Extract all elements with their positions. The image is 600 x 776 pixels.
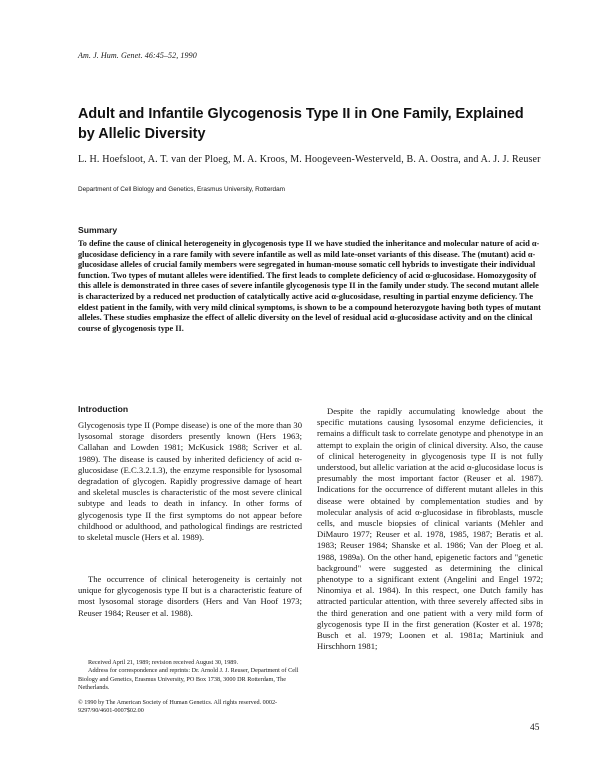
footnote-received: Received April 21, 1989; revision received August 30, 1989. <box>88 659 239 666</box>
article-title: Adult and Infantile Glycogenosis Type II in One Family, Explained by Allelic Diversity <box>78 106 524 142</box>
introduction-heading: Introduction <box>78 404 129 414</box>
intro-paragraph-1: Glycogenosis type II (Pompe disease) is one of the more than 30 lysosomal storage disorders presently known (Hers 1963; Callahan and Lowden 1981; McKusick 1988; Scriver et al. 1989). The disease is caused by inherited deficiency of acid α-glucosidase (E.C.3.2.1.3), the enzyme responsible for lysosomal degradation of glycogen. Rapidly progressive damage of heart and skeletal muscles is characteristic of the most severe clinical subtype and leads to death in infancy. In other forms of glycogenosis type II the first symptoms do not appear before childhood or adulthood, and pathological findings are restricted to skeletal muscle (Hers et al. 1989). <box>78 420 302 543</box>
page-number: 45 <box>530 723 540 733</box>
summary-heading: Summary <box>78 225 118 235</box>
footnote <box>78 659 306 722</box>
summary-text: To define the cause of clinical heterogeneity in glycogenosis type II we have studied the inheritance and molecular nature of acid α-glucosidase deficiency in a rare family with severe infantile as well as mild late-onset variants of this disease. The (mutant) acid α-glucosidase alleles of crucial family members were segregated in human-mouse somatic cell hybrids to investigate their individual function. Two types of mutant alleles were identified. The first leads to complete deficiency of acid α-glucosidase. Homozygosity of this allele is demonstrated in three cases of severe infantile glycogenosis type II in the family under study. The second mutant allele is characterized by a reduced net production of catalytically active acid α-glucosidase, resulting in partial enzyme deficiency. The eldest patient in the family, with very mild clinical symptoms, is shown to be a compound heterozygote having both types of mutant alleles. These studies emphasize the effect of allelic diversity on the level of residual acid α-glucosidase activity and on the clinical course of glycogenosis type II. <box>78 239 541 333</box>
footnote-address: Address for correspondence and reprints: Dr. Arnold J. J. Reuser, Department of Cell Biology and Genetics, Erasmus University, PO Box 1738, 3000 DR Rotterdam, The Netherlands. <box>78 667 299 692</box>
affiliation: Department of Cell Biology and Genetics, Erasmus University, Rotterdam <box>78 186 285 193</box>
intro-paragraph-2: The occurrence of clinical heterogeneity is certainly not unique for glycogenosis type II but is a characteristic feature of most lysosomal storage disorders (Hers and Van Hoof 1973; Reuser 1984; Reuser et al. 1988). <box>78 574 302 618</box>
intro-column-2: Despite the rapidly accumulating knowledge about the specific mutations causing lysosomal enzyme deficiencies, it remains a difficult task to correlate genotype and phenotype in an attempt to explain the origin of clinical diversity. Also, the cause of clinical heterogeneity in glycogenosis type II is not fully understood, but allelic variation at the acid α-glucosidase locus is presumably the most important factor (Reuser et al. 1987). Indications for the occurrence of different mutant alleles in this disease were obtained by complementation studies and by molecular analysis of acid α-glucosidase in fibroblasts, muscle cells, and muscle biopsies of clinical variants (Mehler and DiMauro 1977; Reuser et al. 1978, 1985, 1987; Beratis et al. 1983; Reuser 1984; Shanske et al. 1986; Van der Ploeg et al. 1988, 1989a). On the other hand, epigenetic factors and "genetic background" were suggested as determining the clinical phenotype to a significant extent (Angelini and Engel 1972; Ninomiya et al. 1984). In this respect, one Dutch family has attracted particular attention, with three severely affected sibs in the third generation and one patient with a very mild form of glycogenosis type II in the first generation (Koster et al. 1978; Busch et al. 1979; Loonen et al. 1981a; Martiniuk and Hirschhorn 1981; <box>317 406 543 652</box>
footnote-copyright: © 1990 by The American Society of Human Genetics. All rights reserved. 0002-9297/90/4601-0007$02.00 <box>78 698 278 715</box>
author-list: L. H. Hoefsloot, A. T. van der Ploeg, M. A. Kroos, M. Hoogeveen-Westerveld, B. A. Oostra, and A. J. J. Reuser <box>78 154 541 165</box>
journal-citation: Am. J. Hum. Genet. 46:45–52, 1990 <box>78 51 197 60</box>
